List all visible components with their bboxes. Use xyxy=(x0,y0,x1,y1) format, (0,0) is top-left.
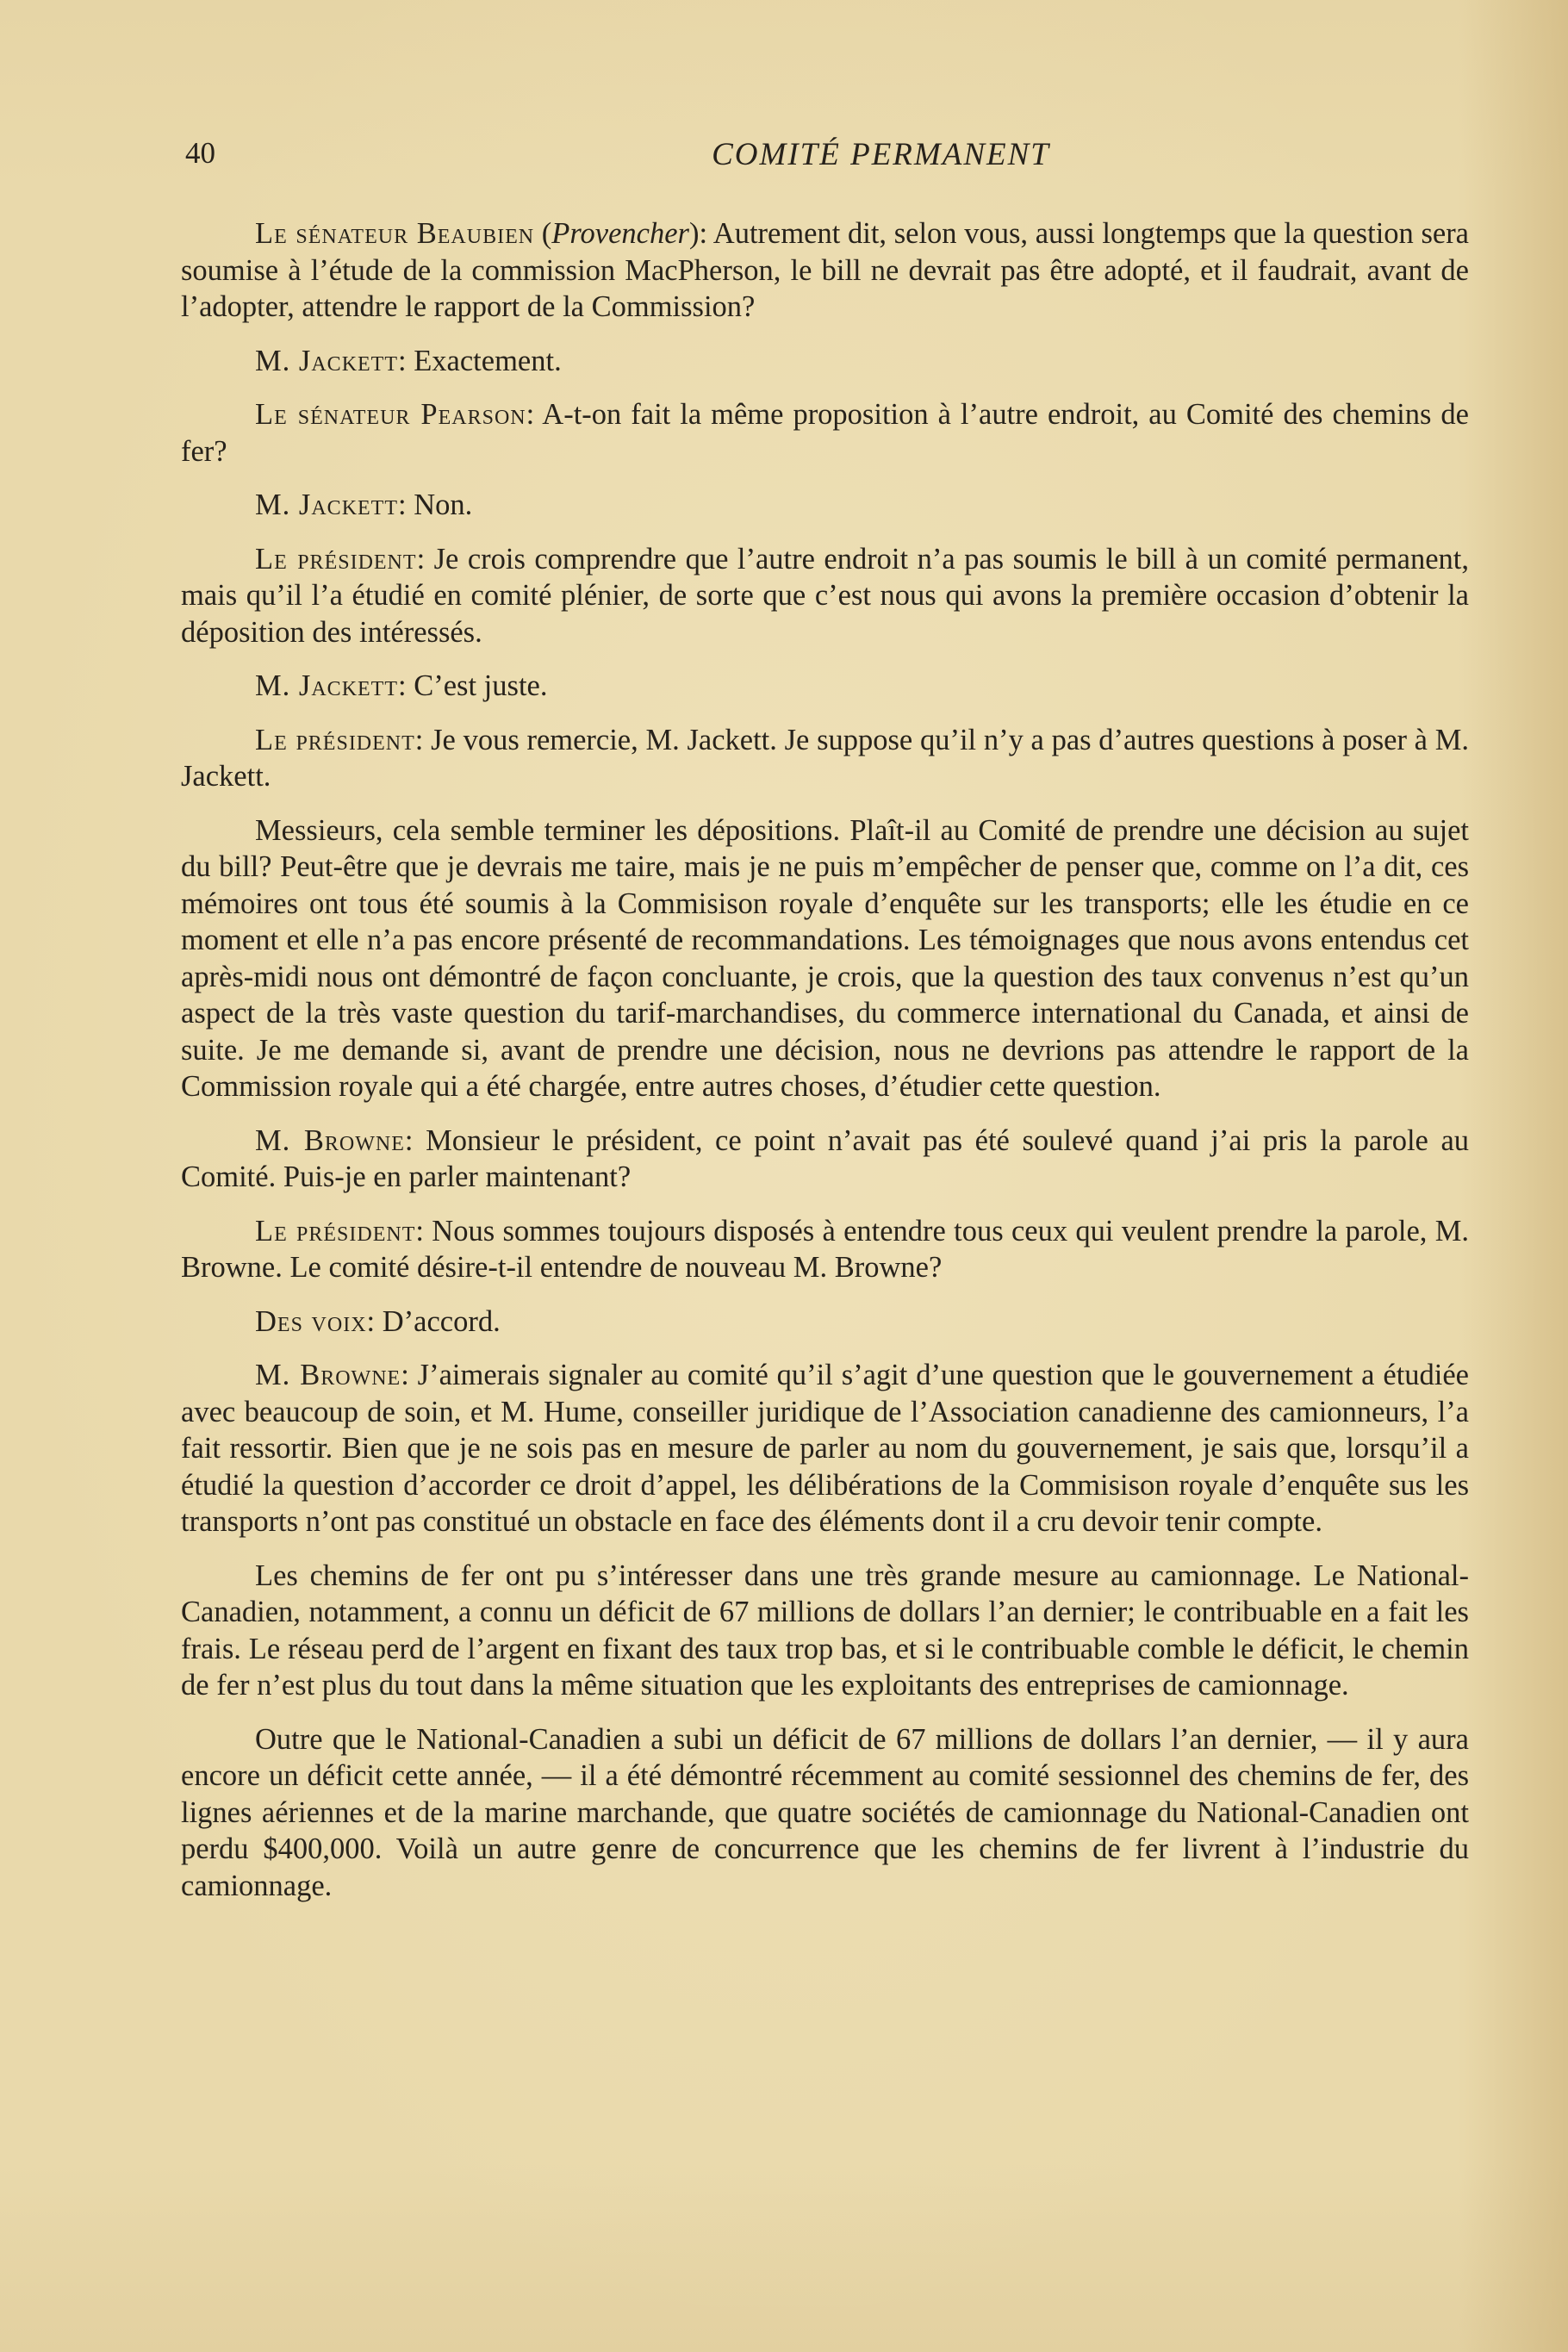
speaker-name: M. Browne xyxy=(255,1359,401,1391)
paragraph xyxy=(181,343,1469,380)
speaker-separator: : xyxy=(398,488,414,521)
paragraph xyxy=(181,1304,1469,1341)
speaker-name: Le sénateur Pearson xyxy=(255,398,526,431)
speaker-name: M. Jackett xyxy=(255,488,399,521)
speaker-name: Le sénateur Beaubien xyxy=(255,217,535,250)
paragraph xyxy=(181,1558,1469,1704)
paragraph xyxy=(181,215,1469,326)
paragraph-text: Non. xyxy=(414,488,473,521)
speaker-name: M. Jackett xyxy=(255,669,399,702)
speaker-separator: : xyxy=(416,542,434,576)
paragraph-text: Autrement dit, selon vous, aussi longtemps que la question sera soumise à l’étude de la commission MacPherson, le bill ne devrait pas être adopté, et il faudrait, avant de l’adopter, attendre le rapport de la Commission? xyxy=(181,217,1469,323)
paragraph xyxy=(181,487,1469,524)
paragraph-text: Outre que le National-Canadien a subi un déficit de 67 millions de dollars l’an dernier, — il y aura encore un déficit cette année, — il a été démontré récemment au comité sessionnel des chemins de fer, des lignes aériennes et de la marine marchande, que quatre sociétés de camionnage du National-Canadien ont perdu $400,000. Voilà un autre genre de concurrence que les chemins de fer livrent à l’industrie du camionnage. xyxy=(181,1722,1469,1902)
paragraph xyxy=(181,668,1469,705)
paragraph xyxy=(181,1721,1469,1905)
speaker-name: M. Jackett xyxy=(255,344,399,377)
paragraph-text: Je vous remercie, M. Jackett. Je suppose qu’il n’y a pas d’autres questions à poser à M. Jackett. xyxy=(181,723,1469,793)
speaker-riding: Provencher xyxy=(551,217,689,250)
page-number: 40 xyxy=(185,136,215,170)
speaker-separator: : xyxy=(401,1359,418,1391)
speaker-name: Le président xyxy=(255,723,415,756)
paragraph xyxy=(181,396,1469,470)
page-header xyxy=(185,129,1473,181)
speaker-separator: : xyxy=(404,1123,426,1157)
paragraph-text: Exactement. xyxy=(414,344,562,377)
speaker-separator: : xyxy=(366,1304,383,1338)
speaker-name: Des voix xyxy=(255,1304,367,1338)
speaker-separator: : xyxy=(414,723,432,756)
paragraph-text: J’aimerais signaler au comité qu’il s’agit d’une question que le gouvernement a étudiée avec beaucoup de soin, et M. Hume, conseiller juridique de l’Association canadienne des camionneurs, l’a fait ressortir. Bien que je ne sois pas en mesure de parler au nom du gouvernement, je sais que, lorsqu’il a étudié la question d’accorder ce droit d’appel, les délibérations de la Commisison royale d’enquête sus les transports n’ont pas constitué un obstacle en face des éléments dont il a cru devoir tenir compte. xyxy=(181,1359,1469,1538)
body-text xyxy=(181,215,1469,1921)
speaker-separator: : xyxy=(415,1214,432,1248)
paragraph-text: A-t-on fait la même proposition à l’autre endroit, au Comité des chemins de fer? xyxy=(181,398,1469,468)
speaker-name: Le président xyxy=(255,542,417,576)
riding-paren-close: ) xyxy=(688,217,700,250)
paragraph xyxy=(181,722,1469,795)
running-head: COMITÉ PERMANENT xyxy=(712,137,1050,172)
speaker-separator: : xyxy=(699,217,713,250)
speaker-separator: : xyxy=(526,398,543,431)
paragraph xyxy=(181,1123,1469,1196)
paragraph xyxy=(181,1357,1469,1540)
paragraph xyxy=(181,812,1469,1105)
paragraph-text: Les chemins de fer ont pu s’intéresser dans une très grande mesure au camionnage. Le National-Canadien, notamment, a connu un déficit de 67 millions de dollars l’an dernier; le contribuable en a fait les frais. Le réseau perd de l’argent en fixant des taux trop bas, et si le contribuable comble le déficit, le chemin de fer n’est plus du tout dans la même situation que les exploitants des entreprises de camionnage. xyxy=(181,1559,1469,1702)
paragraph xyxy=(181,1213,1469,1286)
paragraph-text: Nous sommes toujours disposés à entendre tous ceux qui veulent prendre la parole, M. Browne. Le comité désire-t-il entendre de nouveau M. Browne? xyxy=(181,1214,1469,1284)
paragraph xyxy=(181,541,1469,651)
speaker-separator: : xyxy=(398,669,414,702)
paragraph-text: Messieurs, cela semble terminer les dépositions. Plaît-il au Comité de prendre une décision au sujet du bill? Peut-être que je devrais me taire, mais je ne puis m’empêcher de penser que, comme on l’a dit, ces mémoires ont tous été soumis à la Commisison royale d’enquête sur les transports; elle les étudie en ce moment et elle n’a pas encore présenté de recommandations. Les témoignages que nous avons entendus cet après-midi nous ont démontré de façon concluante, je crois, que la question des taux convenus n’est qu’un aspect de la très vaste question du tarif-marchandises, du commerce international du Canada, et ainsi de suite. Je me demande si, avant de prendre une décision, nous ne devrions pas attendre le rapport de la Commission royale qui a été chargée, entre autres choses, d’étudier cette question. xyxy=(181,813,1469,1103)
paragraph-text: D’accord. xyxy=(382,1304,501,1338)
paragraph-text: C’est juste. xyxy=(414,669,548,702)
paragraph-text: Je crois comprendre que l’autre endroit n’a pas soumis le bill à un comité permanent, mais qu’il l’a étudié en comité plénier, de sorte que c’est nous qui avons la première occasion d’obtenir la déposition des intéressés. xyxy=(181,542,1469,649)
speaker-name: Le président xyxy=(255,1214,416,1248)
speaker-separator: : xyxy=(398,344,414,377)
riding-paren-open: ( xyxy=(541,217,552,250)
speaker-name: M. Browne xyxy=(255,1123,405,1157)
paragraph-text: Monsieur le président, ce point n’avait pas été soulevé quand j’ai pris la parole au Comité. Puis-je en parler maintenant? xyxy=(181,1123,1470,1193)
